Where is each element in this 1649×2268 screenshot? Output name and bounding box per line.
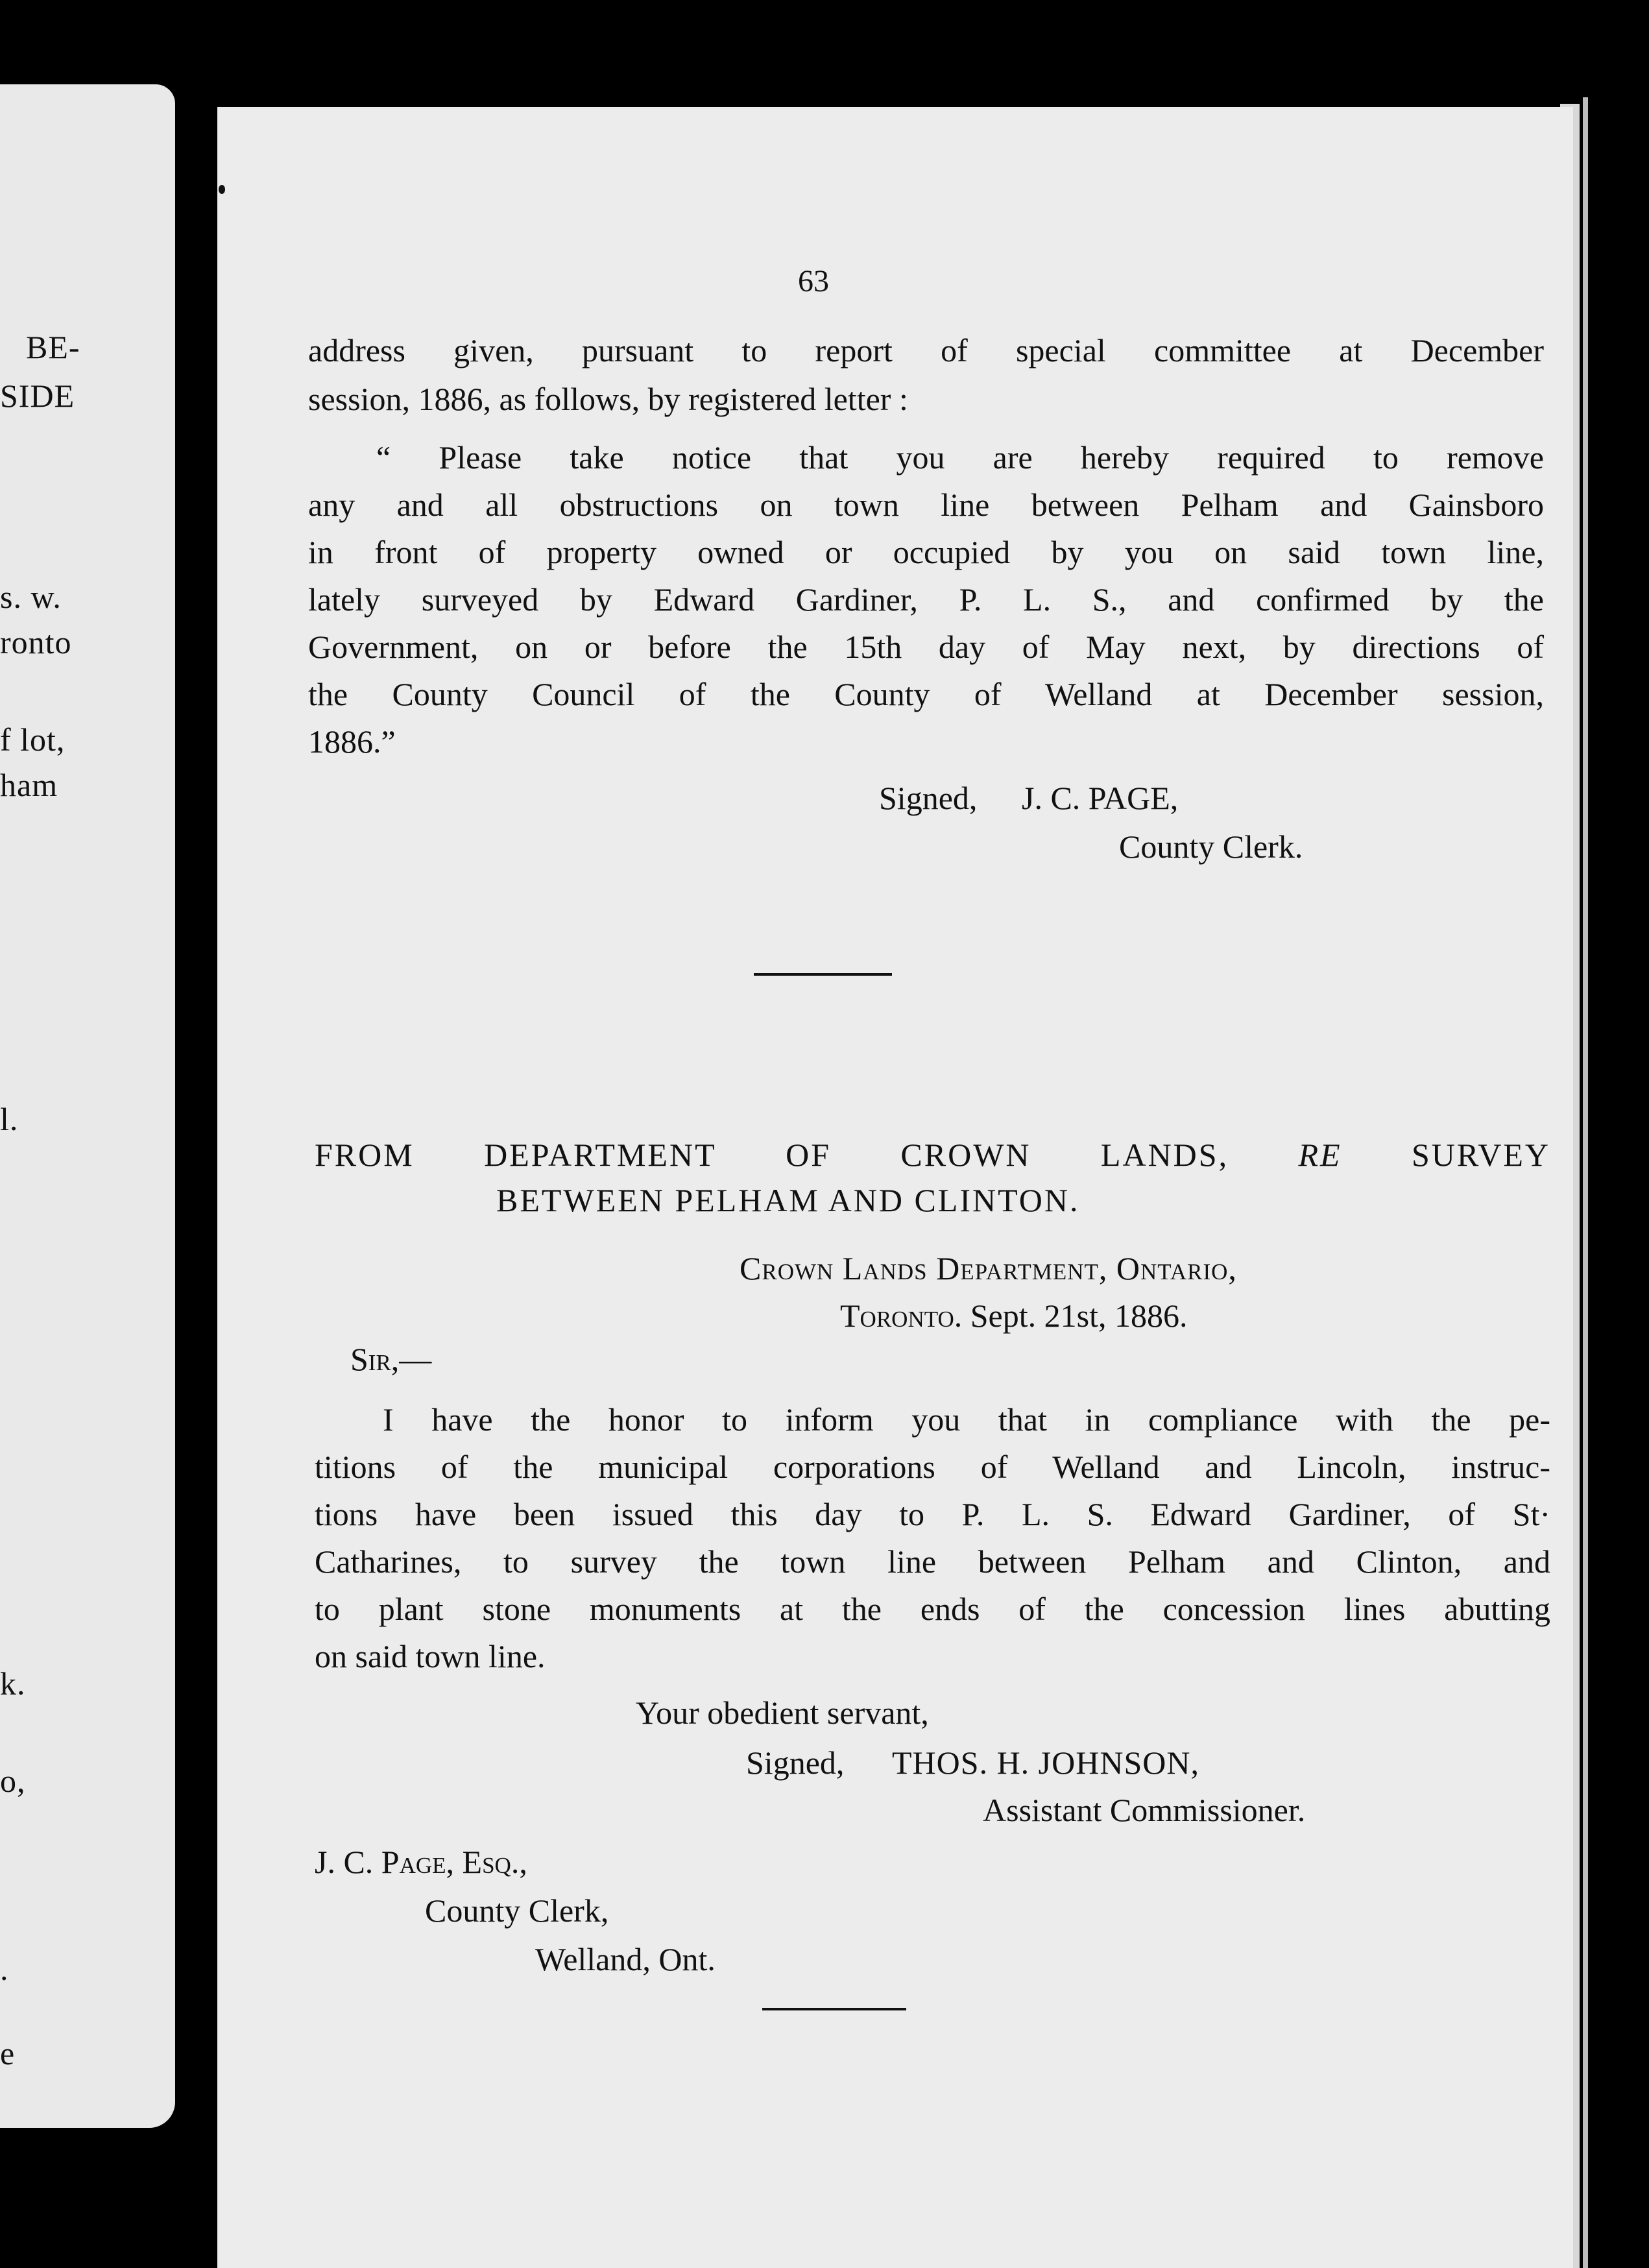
text-line: on said town line. — [315, 1638, 546, 1674]
text-line: titions of the municipal corporations of Welland and Lincoln, instruc- — [315, 1449, 1550, 1485]
text-line: session, 1886, as follows, by registered letter : — [308, 381, 908, 417]
dateline-date: Sept. 21st, 1886. — [970, 1297, 1188, 1334]
section-rule — [754, 973, 892, 976]
addressee-place: Welland, Ont. — [535, 1941, 716, 1977]
facing-fragment: ronto — [0, 624, 72, 660]
section-rule — [762, 2008, 906, 2010]
dateline-department: Crown Lands Department, Ontario, — [740, 1250, 1237, 1286]
signatory-name: THOS. H. JOHNSON, — [892, 1744, 1199, 1781]
heading-re: RE — [1298, 1137, 1342, 1173]
text-line: Government, on or before the 15th day of May next, by directions of — [308, 629, 1544, 665]
facing-fragment: ham — [0, 767, 58, 803]
text-line: any and all obstructions on town line between Pelham and Gainsboro — [308, 487, 1544, 523]
facing-fragment: e — [0, 2035, 16, 2071]
salutation: Sir,— — [350, 1341, 432, 1377]
section-heading-line2: BETWEEN PELHAM AND CLINTON. — [496, 1182, 1080, 1218]
facing-fragment: s. w. — [0, 579, 62, 615]
page-edge — [1583, 97, 1588, 2268]
signed-label: Signed, — [879, 780, 978, 816]
text-line: Catharines, to survey the town line between Pelham and Clinton, and — [315, 1543, 1550, 1580]
text-line: address given, pursuant to report of special committee at December — [308, 332, 1544, 368]
facing-fragment: l. — [0, 1101, 19, 1137]
signatory-title: Assistant Commissioner. — [983, 1792, 1306, 1828]
text-line: the County Council of the County of Welland at December session, — [308, 676, 1544, 712]
page-number: 63 — [798, 264, 829, 298]
dateline-place-date — [840, 1299, 1188, 1332]
dateline-place: Toronto. — [840, 1297, 963, 1334]
signatory-title: County Clerk. — [1119, 828, 1303, 865]
addressee-title: County Clerk, — [425, 1892, 609, 1929]
text-line: in front of property owned or occupied by you on said town line, — [308, 534, 1544, 570]
signed-label: Signed, — [746, 1744, 845, 1781]
facing-fragment: BE- — [26, 329, 80, 365]
text-line: lately surveyed by Edward Gardiner, P. L. S., and confirmed by the — [308, 581, 1544, 618]
section-heading — [315, 1139, 1550, 1171]
closing: Your obedient servant, — [636, 1695, 929, 1731]
facing-fragment: . — [0, 1951, 9, 1987]
facing-fragment: o, — [0, 1763, 26, 1799]
facing-page-edge — [0, 84, 175, 2128]
text-line: to plant stone monuments at the ends of the concession lines abutting — [315, 1591, 1550, 1627]
ink-spot — [219, 185, 225, 194]
text-line: 1886.” — [308, 723, 396, 760]
signatory-name: J. C. PAGE, — [1022, 780, 1179, 816]
facing-fragment: k. — [0, 1665, 26, 1702]
facing-fragment: f lot, — [0, 721, 66, 758]
facing-fragment: SIDE — [0, 378, 75, 414]
text-line: I have the honor to inform you that in compliance with the pe- — [383, 1401, 1550, 1438]
heading-text: FROM DEPARTMENT OF CROWN LANDS, — [315, 1137, 1229, 1173]
text-line: tions have been issued this day to P. L. S. Edward Gardiner, of St· — [315, 1496, 1550, 1532]
addressee-name: J. C. Page, Esq., — [315, 1844, 527, 1880]
document-page — [217, 107, 1573, 2268]
heading-text: SURVEY — [1411, 1137, 1550, 1173]
text-line: “ Please take notice that you are hereby required to remove — [376, 439, 1544, 476]
